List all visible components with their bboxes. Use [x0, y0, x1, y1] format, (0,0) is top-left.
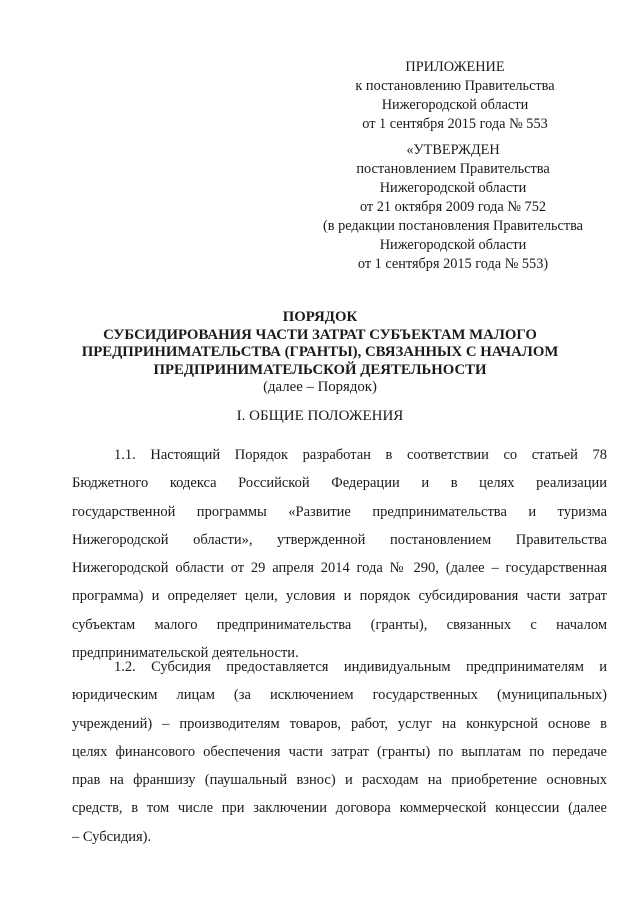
paragraph-line: – Субсидия).: [72, 828, 152, 845]
paragraph-line: Нижегородской области», утвержденной постановлением Правительства: [72, 531, 607, 548]
approval-line: от 21 октября 2009 года № 752: [359, 199, 547, 215]
approval-line: «УТВЕРЖДЕН: [406, 142, 500, 158]
paragraph-line: Бюджетного кодекса Российской Федерации и в целях реализации: [72, 475, 607, 492]
paragraph-line: учреждений) – производителям товаров, работ, услуг на конкурсной основе в: [72, 715, 607, 732]
appendix-line: ПРИЛОЖЕНИЕ: [405, 59, 505, 75]
paragraph-line: средств, в том числе при заключении договора коммерческой концессии (далее: [72, 800, 607, 817]
approval-line: от 1 сентября 2015 года № 553): [357, 256, 549, 272]
document-title: [0, 309, 640, 397]
approval-line: Нижегородской области: [379, 237, 527, 253]
paragraph-line: прав на франшизу (паушальный взнос) и расходам на приобретение основных: [72, 772, 607, 789]
paragraph-line: целях финансового обеспечения части затрат (гранты) по выплатам по передаче: [72, 743, 607, 760]
paragraph-line: 1.1. Настоящий Порядок разработан в соответствии со статьей 78: [114, 447, 607, 463]
approval-line: постановлением Правительства: [356, 161, 550, 177]
approval-block: [318, 141, 588, 274]
paragraph-line: Нижегородской области от 29 апреля 2014 года № 290, (далее – государственная: [72, 560, 607, 577]
paragraph-1-2: [72, 653, 607, 851]
appendix-line: от 1 сентября 2015 года № 553: [362, 116, 548, 132]
paragraph-line: программа) и определяет цели, условия и порядок субсидирования части затрат: [72, 588, 607, 605]
appendix-line: Нижегородской области: [381, 97, 529, 113]
approval-line: Нижегородской области: [379, 180, 527, 196]
title-subtitle: (далее – Порядок): [263, 379, 377, 395]
title-line: ПРЕДПРИНИМАТЕЛЬСКОЙ ДЕЯТЕЛЬНОСТИ: [153, 361, 487, 378]
appendix-line: к постановлению Правительства: [355, 78, 555, 94]
title-line: ПРЕДПРИНИМАТЕЛЬСТВА (ГРАНТЫ), СВЯЗАННЫХ С НАЧАЛОМ: [81, 344, 559, 360]
paragraph-line: юридическим лицам (за исключением государственных (муниципальных): [72, 687, 607, 704]
paragraph-line: 1.2. Субсидия предоставляется индивидуальным предпринимателям и: [114, 659, 607, 675]
title-line: СУБСИДИРОВАНИЯ ЧАСТИ ЗАТРАТ СУБЪЕКТАМ МАЛОГО: [103, 326, 537, 343]
paragraph-1-1: [72, 441, 607, 667]
section-heading: I. ОБЩИЕ ПОЛОЖЕНИЯ: [236, 408, 404, 424]
paragraph-line: субъектам малого предпринимательства (гранты), связанных с началом: [72, 616, 607, 633]
appendix-block: [330, 58, 580, 134]
approval-line: (в редакции постановления Правительства: [322, 218, 584, 234]
paragraph-line: государственной программы «Развитие предпринимательства и туризма: [72, 503, 607, 520]
paragraph-line: предпринимательской деятельности.: [72, 645, 299, 662]
title-line: ПОРЯДОК: [282, 309, 358, 325]
